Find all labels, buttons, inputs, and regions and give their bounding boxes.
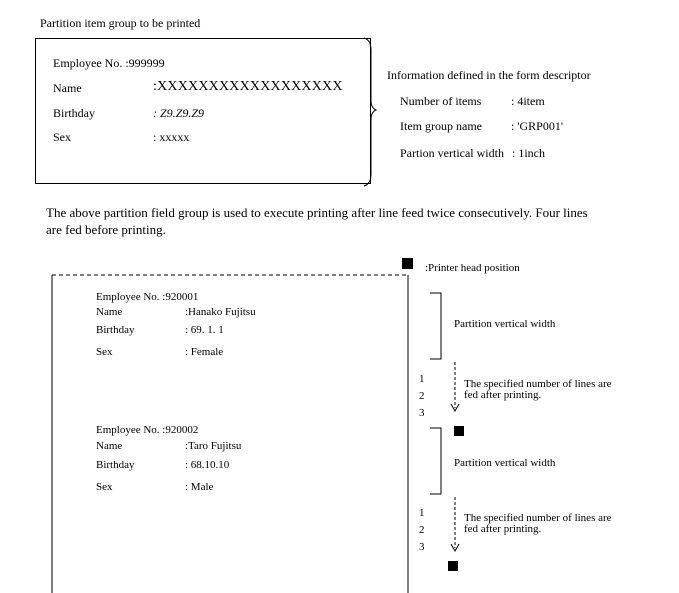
box-name-label: Name [53, 81, 82, 95]
record-1-sex-label: Sex [96, 346, 113, 358]
description-line-2: are fed before printing. [46, 222, 166, 237]
description-line-1: The above partition field group is used to execute printing after line feed twice consecutively. Four lines [46, 205, 588, 220]
line-number-1a: 1 [419, 373, 425, 385]
partition-width-label-1: Partition vertical width [454, 318, 556, 330]
box-birthday-value: : Z9.Z9.Z9 [153, 106, 205, 120]
line-number-2b: 2 [419, 524, 425, 536]
record-2-birthday-label: Birthday [96, 459, 135, 471]
box-sex-label: Sex [53, 130, 71, 144]
feed-note-1-line-2: fed after printing. [464, 389, 542, 401]
partition-width-label-2: Partition vertical width [454, 457, 556, 469]
printer-head-icon-2 [448, 561, 458, 571]
record-2-name-label: Name [96, 440, 123, 452]
feed-note-2-line-2: fed after printing. [464, 523, 542, 535]
box-name-value: :XXXXXXXXXXXXXXXXXX [153, 79, 343, 94]
partition-bracket-1 [430, 293, 441, 359]
record-2-sex-label: Sex [96, 481, 113, 493]
record-1-name: :Hanako Fujitsu [185, 306, 256, 318]
info-items-value: : 4item [511, 94, 545, 108]
info-group-name-value: : 'GRP001' [511, 119, 564, 133]
partition-bracket-2 [430, 428, 441, 494]
record-1-birthday: : 69. 1. 1 [185, 324, 224, 336]
partition-group-caption: Partition item group to be printed [40, 16, 201, 30]
line-number-1b: 1 [419, 507, 425, 519]
info-width-value: : 1inch [512, 146, 545, 160]
info-brace [364, 38, 376, 186]
info-width-label: Partion vertical width [400, 146, 504, 160]
info-group-name-label: Item group name [400, 119, 482, 133]
record-2-employee: Employee No. :920002 [96, 424, 199, 436]
record-1-sex: : Female [185, 346, 224, 358]
printer-head-icon-1 [454, 426, 464, 436]
box-employee-label: Employee No. :999999 [53, 56, 165, 70]
box-sex-value: : xxxxx [153, 130, 190, 144]
line-number-3b: 3 [419, 541, 425, 553]
record-2-birthday: : 68.10.10 [185, 459, 230, 471]
info-title: Information defined in the form descriptor [387, 68, 591, 82]
record-1-name-label: Name [96, 306, 123, 318]
record-2-name: :Taro Fujitsu [185, 440, 242, 452]
printer-head-legend-label: :Printer head position [425, 262, 520, 274]
line-number-3a: 3 [419, 407, 425, 419]
record-1-employee: Employee No. :920001 [96, 291, 199, 303]
line-number-2a: 2 [419, 390, 425, 402]
record-1-birthday-label: Birthday [96, 324, 135, 336]
info-items-label: Number of items [400, 94, 482, 108]
feed-note-2-line-1: The specified number of lines are [464, 512, 612, 524]
box-birthday-label: Birthday [53, 106, 95, 120]
record-2-sex: : Male [185, 481, 214, 493]
feed-note-1-line-1: The specified number of lines are [464, 378, 612, 390]
